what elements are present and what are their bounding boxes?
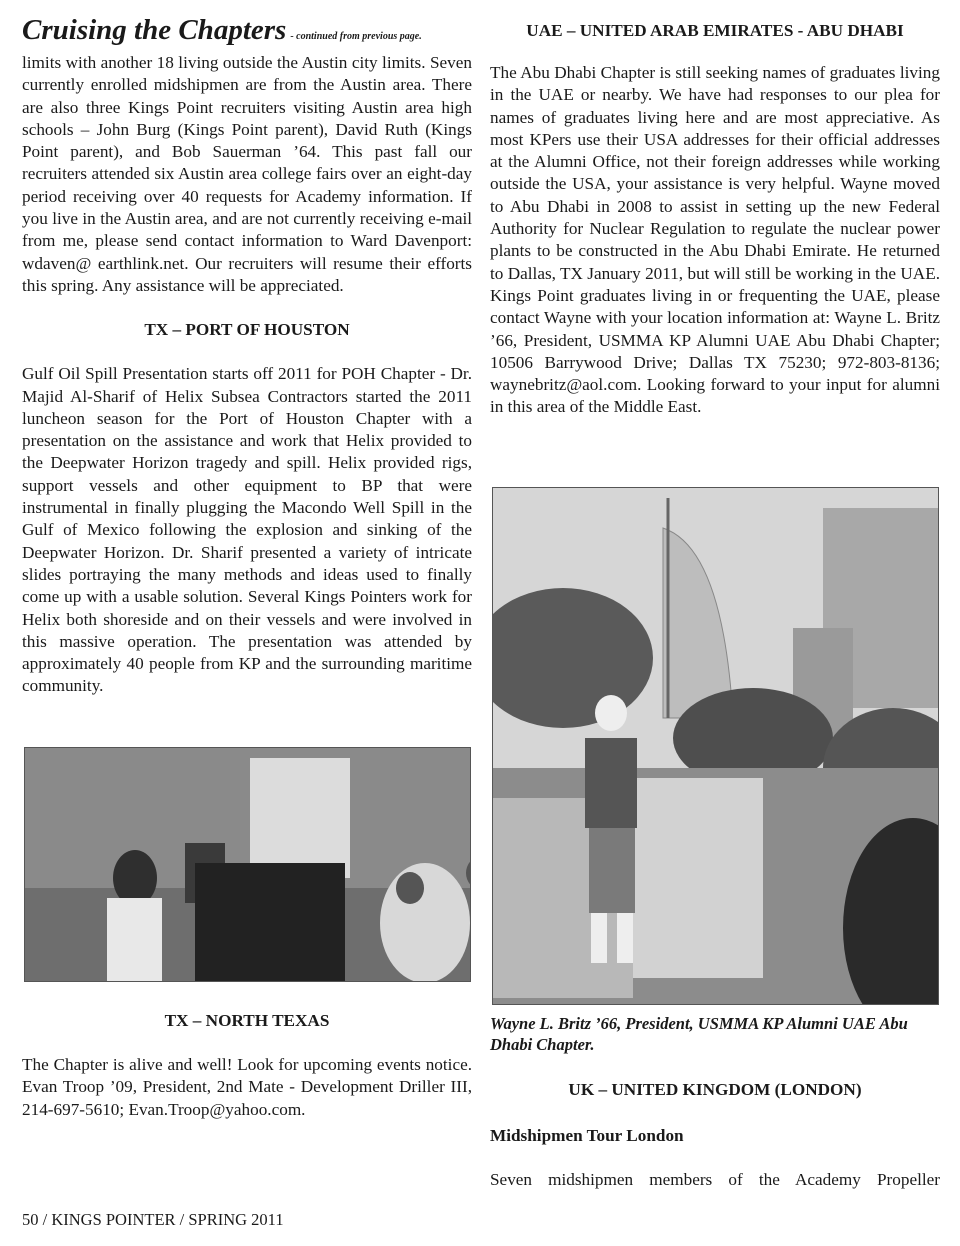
- abu-dhabi-photo: [492, 487, 939, 1005]
- uk-heading: UK – UNITED KINGDOM (LONDON): [568, 1080, 862, 1099]
- north-texas-text: The Chapter is alive and well! Look for upcoming events notice. Evan Troop ’09, President, 2nd Mate - Development Driller III, 214-697-5610; Evan.Troop@yahoo.com.: [22, 1055, 472, 1119]
- uk-text: Seven midshipmen members of the Academy Propeller: [490, 1170, 940, 1189]
- uk-subheading: Midshipmen Tour London: [490, 1126, 684, 1145]
- uae-text: The Abu Dhabi Chapter is still seeking names of graduates living in the UAE or nearby. We have had responses to our plea for names of graduates living here and are most appreciative. As most KPers use their USA addresses for their official addresses at the Alumni Office, not their foreign addresses while working outside the USA, your assistance is very helpful. Wayne moved to Abu Dhabi in 2008 to assist in setting up the new Federal Authority for Nuclear Regulation to regulate the nuclear power plants to be constructed in the Abu Dhabi Emirate. He returned to Dallas, TX January 2011, but will still be working in the UAE. Kings Point graduates living in or frequenting the UAE, please contact Wayne with your location information at: Wayne L. Britz ’66, President, USMMA KP Alumni UAE Abu Dhabi Chapter; 10506 Barrywood Drive; Dallas TX 75230; 972-803-8136; waynebritz@aol.com. Looking forward to your input for alumni in this area of the Middle East.: [490, 63, 940, 417]
- uae-heading: UAE – UNITED ARAB EMIRATES - ABU DHABI: [526, 21, 904, 40]
- page-footer: 50 / KINGS POINTER / SPRING 2011: [22, 1210, 284, 1229]
- abu-dhabi-photo-art: [493, 488, 938, 1004]
- photo-caption: Wayne L. Britz ’66, President, USMMA KP Alumni UAE Abu Dhabi Chapter.: [490, 1014, 908, 1054]
- north-texas-heading: TX – NORTH TEXAS: [164, 1011, 330, 1030]
- page-header: [22, 14, 472, 52]
- left-column: [22, 14, 472, 698]
- presentation-photo: [24, 747, 471, 982]
- right-lower-section: [490, 1013, 940, 1191]
- poh-text: Gulf Oil Spill Presentation starts off 2011 for POH Chapter - Dr. Majid Al-Sharif of Helix Subsea Contractors started the 2011 luncheon season for the Port of Houston Chapter with a presentation on the assistance and work that Helix provided to the Deepwater Horizon tragedy and spill. Helix provided rigs, support vessels and other equipment to BP that were instrumental in finally plugging the Macondo Well Spill in the Gulf of Mexico following the explosion and sinking of the Deepwater Horizon. Dr. Sharif presented a variety of intricate slides portraying the many methods and ideas used to finally come up with a usable solution. Several Kings Pointers work for Helix both shoreside and on their vessels and were involved in this massive operation. The presentation was attended by approximately 40 people from KP and the surrounding maritime community.: [22, 364, 472, 696]
- presentation-photo-art: [25, 748, 470, 981]
- page-title: Cruising the Chapters: [22, 14, 287, 46]
- page-subtitle: - continued from previous page.: [290, 31, 422, 42]
- right-column: [490, 14, 940, 419]
- north-texas-section: [22, 1010, 472, 1121]
- poh-heading: TX – PORT OF HOUSTON: [144, 320, 350, 340]
- austin-intro-text: limits with another 18 living outside the Austin city limits. Seven currently enrolled midshipmen are from the Austin area. There are also three Kings Point recruiters visiting Austin area high schools – John Burg (Kings Point parent), David Ruth (Kings Point parent), and Bob Sauerman ’64. This past fall our recruiters attended six Austin area college fairs over an eight-day period receiving over 40 requests for Academy information. If you live in the Austin area, and are not currently receiving e-mail from me, please send contact information to Ward Davenport: wdaven@ earthlink.net. Our recruiters will resume their efforts this spring. Any assistance will be appreciated.: [22, 53, 472, 295]
